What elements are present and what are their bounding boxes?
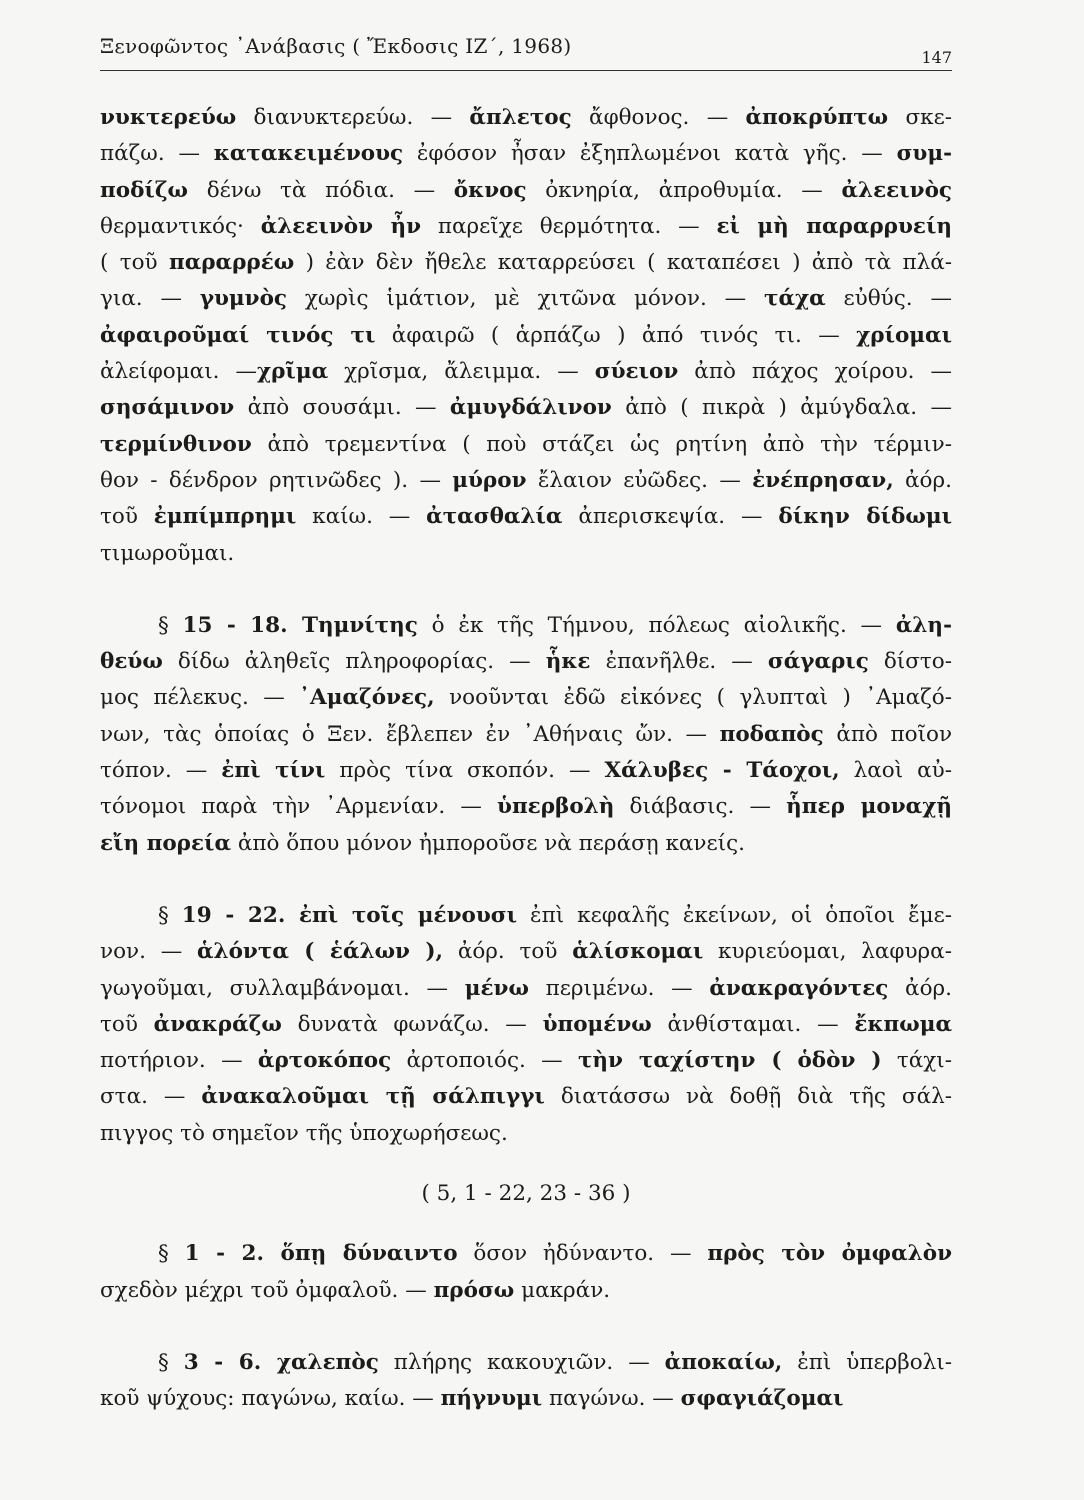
gloss-text: δίστο- — [868, 649, 952, 675]
text-line — [100, 281, 952, 317]
lemma: ὄκνος — [453, 177, 527, 203]
gloss-text: § — [158, 902, 182, 928]
text-line — [100, 245, 952, 281]
text-line — [100, 934, 952, 970]
gloss-text: ἀνθίσταμαι. — — [651, 1011, 855, 1037]
text-line — [100, 1007, 952, 1043]
text-line — [100, 1079, 952, 1115]
text-line — [100, 427, 952, 463]
gloss-text: ἐφόσον ἦσαν ἐξηπλωμένοι κατὰ γῆς. — — [403, 141, 897, 167]
lemma: ἁλόντα ( ἑάλων ), — [196, 939, 444, 965]
lemma: ἧκε — [545, 649, 591, 675]
lemma: εἴη πορεία — [100, 830, 231, 856]
gloss-text: ποτήριον. — — [100, 1048, 258, 1074]
gloss-text: μος πέλεκυς. — — [100, 685, 300, 711]
gloss-text: ἀόρ. τοῦ — [443, 939, 573, 965]
gloss-text: ) ἐὰν δὲν ἤθελε καταρρεύσει ( καταπέσει ) ἀπὸ τὰ πλά- — [294, 250, 952, 276]
gloss-text: θον - δένδρον ρητινῶδες ). — — [100, 467, 453, 493]
text-line — [100, 1043, 952, 1079]
gloss-text: χωρὶς ἱμάτιον, μὲ χιτῶνα μόνον. — — [287, 286, 764, 312]
gloss-text: ἀρτοποιός. — — [391, 1048, 578, 1074]
lemma: ἀνακράζω — [153, 1011, 282, 1037]
text-line — [100, 789, 952, 825]
paragraph-p2 — [100, 608, 952, 862]
lemma: ὑπομένω — [542, 1011, 652, 1037]
gloss-text: ἀπὸ ( πικρὰ ) ἀμύγδαλα. — — [611, 395, 952, 421]
gloss-text: ὁ ἐκ τῆς Τήμνου, πόλεως αἰολικῆς. — — [417, 612, 896, 638]
text-line — [100, 898, 952, 934]
text-line — [100, 463, 952, 499]
gloss-text: τόπον. — — [100, 758, 222, 784]
lemma: μένω — [464, 975, 529, 1001]
gloss-text: περιμένω. — — [528, 975, 710, 1001]
lemma: 19 - 22. ἐπὶ τοῖς μένουσι — [181, 902, 518, 928]
gloss-text: ἀπὸ ποῖον — [823, 721, 952, 747]
gloss-text: πρὸς τίνα σκοπόν. — — [325, 758, 605, 784]
text-line — [100, 1273, 952, 1309]
page-body — [100, 100, 952, 1418]
lemma: ἀτασθαλία — [426, 504, 563, 530]
gloss-text: διάβασις. — — [614, 794, 787, 820]
text-line — [100, 209, 952, 245]
paragraph-p1 — [100, 100, 952, 572]
gloss-text: νων, τὰς ὁποίας ὁ Ξεν. ἔβλεπεν ἐν ᾿Αθήναις ὤν. — — [100, 721, 720, 747]
lemma: ᾿Αμαζόνες, — [299, 685, 435, 711]
gloss-text: παρεῖχε θερμότητα. — — [421, 213, 717, 239]
book-title: Ξενοφῶντος ᾿Ανάβασις ( Ἔκδοσις ΙΖ΄, 1968) — [100, 34, 572, 58]
paragraph-p4 — [100, 1236, 952, 1309]
spacer — [100, 1212, 952, 1236]
text-line — [100, 390, 952, 426]
gloss-text: ἀπερισκεψία. — — [562, 504, 779, 530]
lemma: τάχα — [763, 286, 826, 312]
gloss-text: στα. — — [100, 1084, 202, 1110]
text-line — [100, 971, 952, 1007]
lemma: Χάλυβες - Τάοχοι, — [604, 758, 840, 784]
gloss-text: σκε- — [888, 105, 952, 130]
gloss-text: διανυκτερεύω. — — [236, 105, 470, 130]
lemma: 15 - 18. Τημνίτης — [182, 612, 418, 638]
lemma: ἐμπίμπρημι — [153, 504, 297, 530]
gloss-text: ὀκνηρία, ἀπροθυμία. — — [526, 177, 842, 203]
text-line — [100, 1381, 952, 1417]
text-line — [100, 536, 952, 572]
text-line — [100, 826, 952, 862]
paragraph-p5 — [100, 1345, 952, 1418]
lemma: ὑπερβολὴ — [497, 794, 615, 820]
gloss-text: δίδω ἀληθεῖς πληροφορίας. — — [162, 649, 546, 675]
glossary-part-b — [100, 1236, 952, 1417]
gloss-text: ἀπὸ τρεμεντίνα ( ποὺ στάζει ὡς ρητίνη ἀπὸ τὴν τέρμιν- — [251, 431, 952, 457]
lemma: μύρον — [452, 467, 527, 493]
lemma: ἀποκρύπτω — [745, 105, 889, 130]
gloss-text: νον. — — [100, 939, 197, 965]
lemma: 3 - 6. χαλεπὸς — [183, 1349, 379, 1375]
lemma: ἀμυγδάλινον — [449, 395, 612, 421]
lemma: ποδίζω — [100, 177, 189, 203]
gloss-text: τόνομοι παρὰ τὴν ᾿Αρμενίαν. — — [100, 794, 498, 820]
section-heading: ( 5, 1 - 22, 23 - 36 ) — [421, 1181, 631, 1207]
lemma: ἀποκαίω, — [664, 1349, 783, 1375]
page-number: 147 — [921, 48, 952, 67]
lemma: σφαγιάζομαι — [680, 1386, 844, 1412]
gloss-text: παγώνω. — — [542, 1386, 681, 1412]
gloss-text: κοῦ ψύχους: παγώνω, καίω. — — [100, 1386, 441, 1412]
lemma: πήγνυμι — [440, 1386, 543, 1412]
gloss-text: μακράν. — [514, 1277, 611, 1303]
gloss-text: § — [158, 1241, 185, 1267]
lemma: 1 - 2. ὅπῃ δύναιντο — [184, 1241, 458, 1267]
lemma: ἐπὶ τίνι — [221, 758, 326, 784]
text-line — [100, 499, 952, 535]
gloss-text: ἀλείφομαι. — — [100, 359, 257, 385]
lemma: ποδαπὸς — [719, 721, 824, 747]
lemma: πρόσω — [433, 1277, 515, 1303]
lemma: ἐνέπρησαν, — [752, 467, 894, 493]
gloss-text: ἐπανῆλθε. — — [590, 649, 768, 675]
gloss-text: τιμωροῦμαι. — [100, 540, 235, 566]
lemma: σησάμινον — [100, 395, 235, 421]
gloss-text: πλήρης κακουχιῶν. — — [378, 1349, 665, 1375]
lemma: ἀνακραγόντες — [709, 975, 889, 1001]
text-line — [100, 717, 952, 753]
gloss-text: λαοὶ αὐ- — [839, 758, 952, 784]
lemma: νυκτερεύω — [100, 105, 237, 130]
lemma: θεύω — [100, 649, 163, 675]
gloss-text: διατάσσω νὰ δοθῇ διὰ τῆς σάλ- — [544, 1084, 952, 1110]
gloss-text: εὐθύς. — — [825, 286, 952, 312]
gloss-text: σχεδὸν μέχρι τοῦ ὀμφαλοῦ. — — [100, 1277, 434, 1303]
gloss-text: ἐπὶ κεφαλῆς ἐκείνων, οἱ ὁποῖοι ἔμε- — [517, 902, 952, 928]
spacer — [100, 1152, 952, 1176]
gloss-text: τοῦ — [100, 1011, 154, 1037]
gloss-text: ἀφαιρῶ ( ἁρπάζω ) ἀπό τινός τι. — — [375, 322, 857, 348]
gloss-text: τοῦ — [100, 504, 154, 530]
lemma: ἀλη- — [895, 612, 952, 638]
text-line — [100, 1116, 952, 1152]
gloss-text: ἀόρ. — [893, 467, 952, 493]
gloss-text: ἀπὸ πάχος χοίρου. — — [678, 359, 952, 385]
gloss-text: ἐπὶ ὑπερβολι- — [782, 1349, 952, 1375]
lemma: τερμίνθινον — [100, 431, 252, 457]
lemma: χρῖμα — [256, 359, 329, 385]
lemma: σύειον — [594, 359, 679, 385]
text-line — [100, 644, 952, 680]
lemma: γυμνὸς — [199, 286, 288, 312]
lemma: ἀλεεινὸς — [841, 177, 952, 203]
gloss-text: χρῖσμα, ἄλειμμα. — — [328, 359, 595, 385]
glossary-part-a — [100, 100, 952, 1152]
text-line — [100, 680, 952, 716]
paragraph-gap — [100, 1309, 952, 1345]
gloss-text: γωγοῦμαι, συλλαμβάνομαι. — — [100, 975, 465, 1001]
gloss-text: ἄφθονος. — — [571, 105, 746, 130]
lemma: συμ- — [896, 141, 952, 167]
gloss-text: τάχι- — [881, 1048, 952, 1074]
gloss-text: νοοῦνται ἐδῶ εἰκόνες ( γλυπταὶ ) ᾿Αμαζό- — [434, 685, 952, 711]
lemma: σάγαρις — [767, 649, 869, 675]
gloss-text: καίω. — — [296, 504, 427, 530]
lemma: ἀφαιροῦμαί τινός τι — [100, 322, 376, 348]
lemma: ἀρτοκόπος — [257, 1048, 392, 1074]
lemma: χρίομαι — [856, 322, 952, 348]
lemma: ἀνακαλοῦμαι τῇ σάλπιγγι — [201, 1084, 545, 1110]
lemma: ἧπερ μοναχῇ — [786, 794, 952, 820]
gloss-text: § — [158, 1349, 184, 1375]
gloss-text: πάζω. — — [100, 141, 214, 167]
gloss-text: για. — — [100, 286, 200, 312]
gloss-text: ἔλαιον εὐῶδες. — — [526, 467, 753, 493]
text-line — [100, 100, 952, 136]
text-line — [100, 1236, 952, 1272]
gloss-text: ὅσον ἠδύναντο. — — [457, 1241, 708, 1267]
paragraph-gap — [100, 862, 952, 898]
gloss-text: ἀπὸ σουσάμι. — — [234, 395, 450, 421]
lemma: ἀλεεινὸν ἦν — [260, 213, 422, 239]
lemma: τὴν ταχίστην ( ὁδὸν ) — [577, 1048, 882, 1074]
paragraph-gap — [100, 572, 952, 608]
gloss-text: θερμαντικός· — [100, 213, 261, 239]
lemma: παραρρέω — [168, 250, 295, 276]
gloss-text: πιγγος τὸ σημεῖον τῆς ὑποχωρήσεως. — [100, 1120, 508, 1146]
text-line — [100, 354, 952, 390]
lemma: ἄπλετος — [469, 105, 572, 130]
lemma: κατακειμένους — [213, 141, 404, 167]
gloss-text: § — [158, 612, 183, 638]
paragraph-p3 — [100, 898, 952, 1152]
gloss-text: δυνατὰ φωνάζω. — — [281, 1011, 543, 1037]
gloss-text: ἀόρ. — [888, 975, 952, 1001]
text-line — [100, 136, 952, 172]
lemma: δίκην δίδωμι — [778, 504, 952, 530]
gloss-text: κυριεύομαι, λαφυρα- — [703, 939, 952, 965]
gloss-text: ( τοῦ — [100, 250, 169, 276]
text-line — [100, 608, 952, 644]
lemma: ἁλίσκομαι — [572, 939, 704, 965]
text-line — [100, 1345, 952, 1381]
text-line — [100, 318, 952, 354]
gloss-text: δένω τὰ πόδια. — — [188, 177, 454, 203]
gloss-text: ἀπὸ ὅπου μόνον ἠμποροῦσε νὰ περάσῃ κανείς. — [230, 830, 745, 856]
lemma: πρὸς τὸν ὀμφαλὸν — [707, 1241, 952, 1267]
lemma: ἔκπωμα — [854, 1011, 952, 1037]
text-line — [100, 753, 952, 789]
lemma: εἰ μὴ παραρρυείη — [716, 213, 952, 239]
running-header — [100, 34, 952, 71]
text-line — [100, 173, 952, 209]
